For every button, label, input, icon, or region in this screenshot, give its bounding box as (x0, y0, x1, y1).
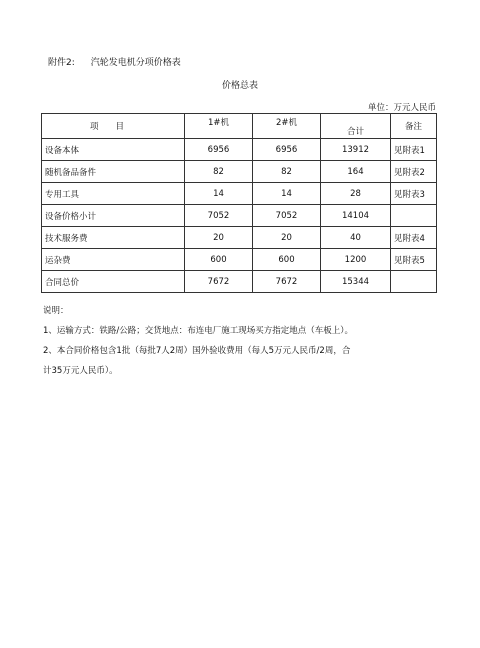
row-item: 设备价格小计 (42, 205, 185, 227)
price-summary-table (41, 113, 437, 293)
document-title: 汽轮发电机分项价格表 (90, 58, 181, 68)
column-header-unit1: 1#机 (185, 114, 253, 139)
row-item: 设备本体 (42, 139, 185, 161)
row-item: 合同总价 (42, 271, 185, 293)
table-row (42, 205, 437, 227)
row-unit2: 20 (253, 227, 321, 249)
row-note: 见附表3 (391, 183, 437, 205)
row-unit1: 20 (185, 227, 253, 249)
row-item: 运杂费 (42, 249, 185, 271)
row-item: 专用工具 (42, 183, 185, 205)
table-row (42, 249, 437, 271)
row-unit2: 82 (253, 161, 321, 183)
row-item: 技术服务费 (42, 227, 185, 249)
table-title: 价格总表 (221, 81, 258, 91)
column-header-unit2: 2#机 (253, 114, 321, 139)
row-unit1: 82 (185, 161, 253, 183)
annex-label: 附件2: (48, 58, 75, 68)
row-total: 13912 (321, 139, 391, 161)
row-item: 随机备品备件 (42, 161, 185, 183)
notes-heading: 说明： (43, 306, 69, 316)
note-line: 1、运输方式：铁路/公路；交货地点：布连电厂施工现场买方指定地点（车板上）。 (43, 326, 354, 336)
table-row (42, 161, 437, 183)
column-header-note: 备注 (391, 114, 437, 139)
row-unit1: 14 (185, 183, 253, 205)
row-unit2: 600 (253, 249, 321, 271)
row-total: 28 (321, 183, 391, 205)
row-total: 14104 (321, 205, 391, 227)
note-line: 2、本合同价格包含1批（每批7人2周）国外验收费用（每人5万元人民币/2周，合 (43, 346, 351, 356)
notes-section (43, 301, 353, 381)
row-note (391, 271, 437, 293)
table-row (42, 227, 437, 249)
row-unit1: 7052 (185, 205, 253, 227)
table-row (42, 139, 437, 161)
row-unit1: 7672 (185, 271, 253, 293)
table-header-row (42, 114, 437, 139)
note-line: 计35万元人民币）。 (43, 366, 118, 376)
row-total: 164 (321, 161, 391, 183)
row-unit2: 6956 (253, 139, 321, 161)
row-unit2: 7672 (253, 271, 321, 293)
row-total: 1200 (321, 249, 391, 271)
row-unit2: 7052 (253, 205, 321, 227)
unit-label: 单位：万元人民币 (367, 103, 436, 113)
row-total: 40 (321, 227, 391, 249)
row-unit1: 6956 (185, 139, 253, 161)
column-header-item: 项 目 (42, 114, 185, 139)
row-note: 见附表5 (391, 249, 437, 271)
row-note: 见附表1 (391, 139, 437, 161)
table-row (42, 183, 437, 205)
row-unit1: 600 (185, 249, 253, 271)
row-note (391, 205, 437, 227)
table-row (42, 271, 437, 293)
row-note: 见附表2 (391, 161, 437, 183)
column-header-total: 合计 (321, 114, 391, 139)
row-unit2: 14 (253, 183, 321, 205)
row-note: 见附表4 (391, 227, 437, 249)
row-total: 15344 (321, 271, 391, 293)
document-header (48, 55, 181, 68)
